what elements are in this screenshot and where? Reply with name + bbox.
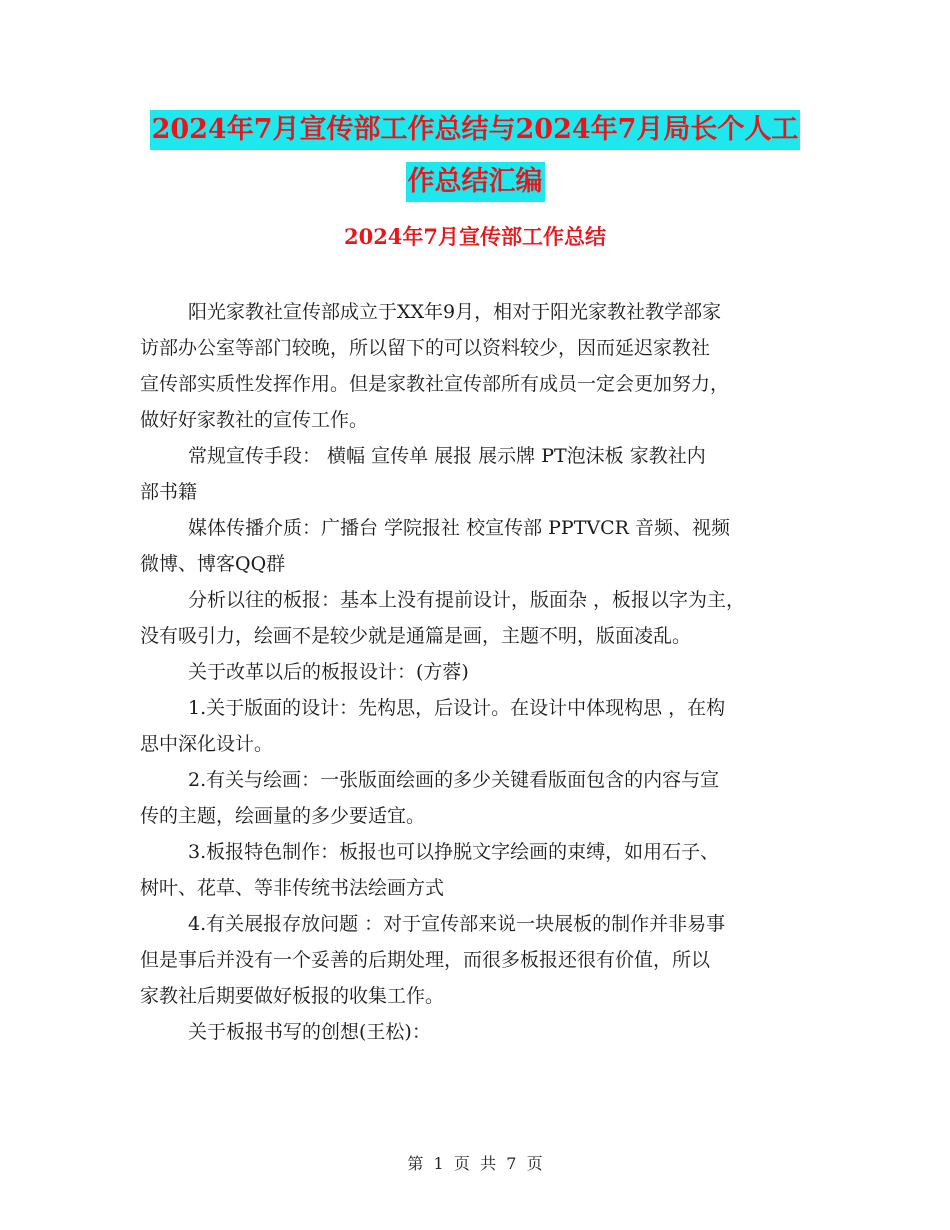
paragraph-line: 家教社后期要做好板报的收集工作。 (140, 985, 445, 1007)
paragraph-line: 1.关于版面的设计：先构思，后设计。在设计中体现构思 ，在构 (188, 697, 726, 719)
paragraph-line: 没有吸引力，绘画不是较少就是通篇是画，主题不明，版面凌乱。 (140, 625, 692, 647)
paragraph-line: 但是事后并没有一个妥善的后期处理，而很多板报还很有价值，所以 (140, 949, 711, 971)
paragraph-line: 思中深化设计。 (140, 733, 274, 755)
paragraph-line: 2.有关与绘画：一张版面绘画的多少关键看版面包含的内容与宣 (188, 769, 720, 791)
paragraph-line: 部书籍 (140, 481, 198, 503)
body-paragraph (140, 1014, 830, 1050)
document-title (0, 110, 950, 202)
document-title-line-1: 2024年7月宣传部工作总结与2024年7月局长个人工 (150, 110, 801, 150)
paragraph-line: 关于改革以后的板报设计：(方蓉) (188, 661, 469, 683)
body-paragraph (140, 906, 830, 1014)
paragraph-line: 宣传部实质性发挥作用。但是家教社宣传部所有成员一定会更加努力， (140, 373, 730, 395)
paragraph-line: 做好好家教社的宣传工作。 (140, 409, 369, 431)
section-heading: 2024年7月宣传部工作总结 (343, 224, 607, 249)
body-paragraph (140, 834, 830, 906)
paragraph-line: 3.板报特色制作：板报也可以挣脱文字绘画的束缚，如用石子、 (188, 841, 720, 863)
body-paragraph (140, 654, 830, 690)
paragraph-line: 分析以往的板报：基本上没有提前设计，版面杂 ，板报以字为主， (188, 589, 746, 611)
body-paragraph (140, 582, 830, 654)
paragraph-line: 访部办公室等部门较晚，所以留下的可以资料较少，因而延迟家教社 (140, 337, 711, 359)
paragraph-line: 传的主题，绘画量的多少要适宜。 (140, 805, 426, 827)
body-paragraph (140, 762, 830, 834)
paragraph-line: 常规宣传手段： 横幅 宣传单 展报 展示牌 PT泡沫板 家教社内 (188, 445, 706, 467)
body-paragraph (140, 438, 830, 510)
body-paragraph (140, 690, 830, 762)
document-title-line-2: 作总结汇编 (406, 162, 545, 202)
paragraph-line: 4.有关展报存放问题 ：对于宣传部来说一块展板的制作并非易事 (188, 913, 726, 935)
page-footer: 第 1 页 共 7 页 (407, 1154, 543, 1173)
paragraph-line: 微博、博客QQ群 (140, 553, 286, 575)
body-paragraph (140, 510, 830, 582)
paragraph-line: 树叶、花草、等非传统书法绘画方式 (140, 877, 445, 899)
body-paragraph (140, 294, 830, 438)
paragraph-line: 阳光家教社宣传部成立于XX年9月，相对于阳光家教社教学部家 (188, 301, 722, 323)
paragraph-line: 关于板报书写的创想(王松)： (188, 1021, 431, 1043)
document-body (140, 294, 830, 1050)
paragraph-line: 媒体传播介质：广播台 学院报社 校宣传部 PPTVCR 音频、视频 (188, 517, 730, 539)
